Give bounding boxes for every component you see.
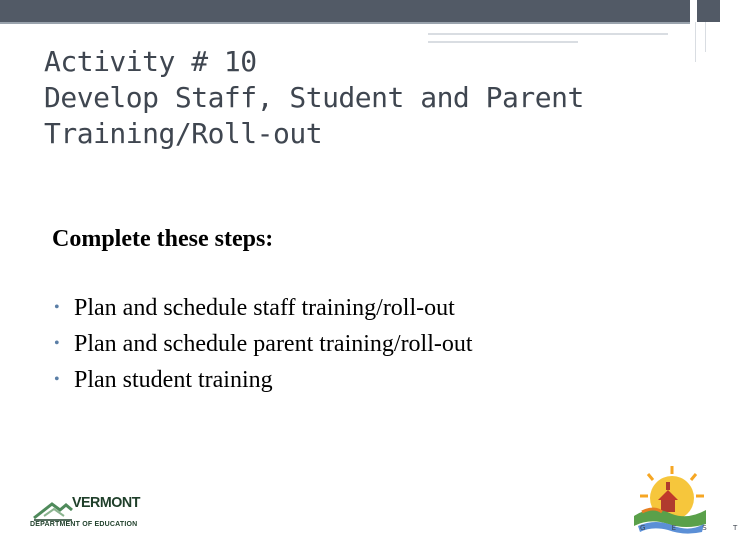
top-decorative-band (0, 0, 720, 24)
steps-heading: Complete these steps: (52, 226, 274, 252)
bullet-icon: • (54, 299, 60, 316)
list-item-text: Plan and schedule staff training/roll-out (74, 295, 455, 321)
steps-list (52, 290, 473, 398)
top-band-corner (697, 0, 720, 22)
list-item-text: Plan and schedule parent training/roll-out (74, 331, 473, 357)
bullet-icon: • (54, 335, 60, 352)
decorative-horizontal-line (428, 33, 668, 35)
list-item-text: Plan student training (74, 367, 273, 393)
top-band-gap (692, 0, 695, 22)
department-of-education-label: DEPARTMENT OF EDUCATION (30, 521, 138, 528)
slide-title-line-3: Training/Roll-out (44, 117, 323, 150)
slide-title (44, 44, 584, 152)
top-band-underline (0, 22, 690, 24)
slide-title-line-1: Activity # 10 (44, 45, 257, 78)
vermont-wordmark: VERMONT (72, 494, 140, 511)
decorative-vertical-line (705, 22, 706, 52)
decorative-horizontal-line (428, 41, 578, 43)
bullet-icon: • (54, 371, 60, 388)
list-item (52, 290, 473, 326)
list-item (52, 326, 473, 362)
top-band-bar (0, 0, 690, 22)
slide-title-line-2: Develop Staff, Student and Parent (44, 81, 584, 114)
decorative-vertical-line (695, 22, 696, 62)
list-item (52, 362, 473, 398)
gest-letters: G E S T (640, 524, 749, 532)
